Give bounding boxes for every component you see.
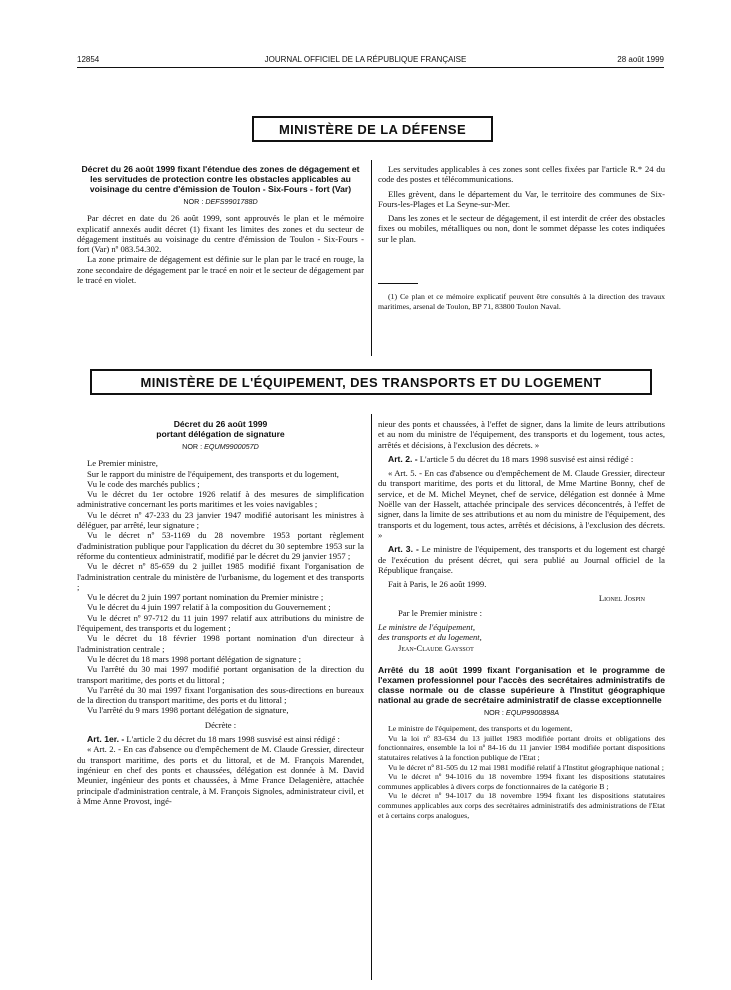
paragraph: Vu le décret du 4 juin 1997 relatif à la composition du Gouvernement ;	[87, 602, 331, 613]
article-3-text: Le ministre de l'équipement, des transports et du logement est chargé de l'exécution du présent décret, qui sera publié au Journal officiel de la République française.	[378, 544, 665, 575]
paragraph: Elles grèvent, dans le département du Var, le territoire des communes de Six-Fours-les-Plages et La Seyne-sur-Mer.	[378, 188, 665, 209]
paragraph: Vu le décret du 18 mars 1998 portant délégation de signature ;	[87, 653, 302, 664]
paragraph: Dans les zones et le secteur de dégagement, il est interdit de créer des obstacles fixes ou mobiles, métalliques ou non, dont le sommet dépasse les cotes indiquées sur le plan.	[378, 213, 665, 244]
header-rule	[77, 67, 664, 68]
paragraph: La zone primaire de dégagement est définie sur le plan par le tracé en rouge, la zone secondaire de dégagement par le tracé en noir et le secteur de dégagement par le tracé en violet.	[77, 254, 364, 286]
minister-name: Jean-Claude Gayssot	[398, 642, 474, 653]
paragraph: Vu le décret nº 85-659 du 2 juillet 1985 modifié fixant l'organisation de l'administration centrale du ministère de l'urbanisme, du logement et des transports ;	[77, 561, 364, 592]
paragraph: Vu le décret du 18 février 1998 portant nomination d'un directeur à l'administration centrale ;	[77, 633, 364, 654]
nor-label: NOR :	[183, 197, 204, 206]
footnote-text: (1) Ce plan et ce mémoire explicatif peuvent être consultés à la direction des travaux maritimes, arsenal de Toulon, BP 71, 83800 Toulon Naval.	[378, 292, 665, 311]
article-2-quote: « Art. 5. - En cas d'absence ou d'empêchement de M. Claude Gressier, directeur du transport maritime, des ports et du littoral, de Mme Martine Bonny, chef de service, et de M. Michel Meynet, chef de service, délégation est donnée à Mme Noëlle van der Hasselt, attachée principale des services déconcentrés, à l'effet de signer, dans la limite de ses attributions et au nom du ministre de l'équipement, des transports et du logement, tous actes, arrêtés et décisions, à l'exclusion des décrets. »	[378, 468, 665, 540]
paragraph: Vu le décret nº 94-1017 du 18 novembre 1994 fixant les dispositions statutaires communes applicables aux corps des secrétaires administratifs des administrations de l'Etat et à certains corps analogues,	[378, 791, 665, 820]
by-prime-minister: Par le Premier ministre :	[398, 607, 483, 618]
paragraph: Vu l'arrêté du 30 mai 1997 modifié portant organisation de la direction du transport maritime, des ports et du littoral ;	[77, 664, 364, 685]
paragraph: Les servitudes applicables à ces zones sont celles fixées par l'article R.* 24 du code des postes et télécommunications.	[378, 164, 665, 185]
section1-right-column	[378, 164, 665, 244]
paragraph: Vu le décret nº 94-1016 du 18 novembre 1994 fixant les dispositions statutaires communes applicables à divers corps de fonctionnaires de la catégorie B ;	[378, 772, 665, 791]
section2-left-column	[77, 419, 364, 806]
nor-code: EQUP9900898A	[505, 707, 560, 717]
decrete-heading: Décrète :	[204, 719, 237, 730]
column-divider	[371, 414, 372, 980]
nor-reference	[378, 708, 665, 718]
paragraph: Vu le décret du 2 juin 1997 portant nomination du Premier ministre ;	[87, 592, 324, 603]
decree-title: Décret du 26 août 1999	[173, 419, 268, 429]
done-at: Fait à Paris, le 26 août 1999.	[388, 579, 487, 590]
nor-reference	[77, 197, 364, 207]
page-number: 12854	[77, 55, 100, 64]
ministry-title-equipment: MINISTÈRE DE L'ÉQUIPEMENT, DES TRANSPORTS ET DU LOGEMENT	[90, 369, 652, 395]
issue-date: 28 août 1999	[617, 55, 664, 64]
paragraph: Vu l'arrêté du 9 mars 1998 portant délégation de signature,	[87, 705, 289, 716]
arrete-title: Arrêté du 18 août 1999 fixant l'organisation et le programme de l'examen professionnel pour l'accès des secrétaires administratifs de classe normale ou de classe supérieure à l'Institut géographique national au grade de secrétaire administratif de classe exceptionnelle	[378, 664, 665, 705]
journal-title: JOURNAL OFFICIEL DE LA RÉPUBLIQUE FRANÇAISE	[264, 55, 467, 64]
nor-label: NOR :	[182, 442, 203, 451]
footnote	[378, 292, 665, 311]
article-3-label: Art. 3. -	[388, 544, 419, 555]
article-1	[77, 734, 364, 744]
article-1-text: L'article 2 du décret du 18 mars 1998 susvisé est ainsi rédigé :	[126, 734, 340, 745]
article-3	[378, 544, 665, 575]
signatory: Lionel Jospin	[598, 593, 645, 604]
article-2-text: L'article 5 du décret du 18 mars 1998 susvisé est ainsi rédigé :	[419, 453, 634, 464]
nor-reference	[77, 442, 364, 452]
paragraph: Vu le décret nº 97-712 du 11 juin 1997 relatif aux attributions du ministre de l'équipement, des transports et du logement ;	[77, 612, 364, 634]
footnote-rule	[378, 283, 418, 284]
paragraph: Le Premier ministre,	[87, 458, 158, 469]
decree-subtitle: portant délégation de signature	[156, 429, 285, 439]
nor-label: NOR :	[483, 707, 504, 717]
article-1-label: Art. 1er. -	[87, 734, 125, 745]
paragraph: Vu le décret du 1er octobre 1926 relatif à des mesures de simplification administrative concernant les ports maritimes et les voies navigables ;	[77, 489, 364, 510]
paragraph: Vu le code des marchés publics ;	[87, 478, 200, 489]
paragraph: Vu l'arrêté du 30 mai 1997 fixant l'organisation des sous-directions en bureaux de la direction du transport maritime, des ports et du littoral ;	[77, 684, 364, 706]
section2-right-column	[378, 419, 665, 820]
paragraph: Vu la loi nº 83-634 du 13 juillet 1983 modifiée portant droits et obligations des fonctionnaires, ensemble la loi nº 84-16 du 11 janvier 1984 modifiée portant dispositions statutaires relatives à la fonction publique de l'Etat ;	[378, 733, 665, 763]
article-2-label: Art. 2. -	[388, 453, 418, 464]
paragraph: Par décret en date du 26 août 1999, sont approuvés le plan et le mémoire explicatif annexés audit décret (1) fixant les limites des zones et du secteur de dégagement institués au voisinage du centre d'émission de Toulon - Six-Fours - fort (Var) nº 083.54.302.	[77, 213, 364, 255]
ministry-title-defense: MINISTÈRE DE LA DÉFENSE	[252, 116, 493, 142]
paragraph: Sur le rapport du ministre de l'équipement, des transports et du logement,	[87, 468, 339, 479]
column-divider	[371, 160, 372, 356]
section1-left-column	[77, 164, 364, 285]
decree-title: Décret du 26 août 1999 fixant l'étendue des zones de dégagement et les servitudes de protection contre les obstacles applicables au voisinage du centre d'émission de Toulon - Six-Fours - fort (Var)	[81, 164, 360, 194]
nor-code: EQUM9900057D	[204, 442, 259, 451]
minister-title: des transports et du logement,	[378, 632, 482, 643]
paragraph: Le ministre de l'équipement, des transports et du logement,	[388, 724, 573, 734]
article-2	[378, 454, 665, 464]
paragraph: Vu le décret nº 81-505 du 12 mai 1981 modifié relatif à l'Institut géographique national ;	[388, 762, 664, 772]
article-1-quote-continued: nieur des ponts et chaussées, à l'effet de signer, dans la limite de leurs attributions et au nom du ministre de l'équipement, des transports et du logement, tous actes, arrêtés et décisions, à l'exclusion des décrets. »	[378, 419, 665, 450]
paragraph: Vu le décret nº 53-1169 du 28 novembre 1953 portant règlement d'administration publique pour l'application du décret du 30 septembre 1953 sur la réforme du contentieux administratif, modifié par le décret du 29 janvier 1957 ;	[77, 530, 364, 561]
paragraph: Vu le décret nº 47-233 du 23 janvier 1947 modifié autorisant les ministres à déléguer, par arrêté, leur signature ;	[77, 509, 364, 531]
article-1-quote: « Art. 2. - En cas d'absence ou d'empêchement de M. Claude Gressier, directeur du transport maritime, des ports et du littoral, et de M. François Marendet, ingénieur en chef des ponts et chaussées, délégation est donnée à M. David Meunier, ingénieur des ponts et chaussées, à Mme France Delagenière, attachée principale d'administration centrale, à M. François Signoles, administrateur civil, et à Mme Anne Provost, ingé-	[77, 744, 364, 806]
nor-code: DEFS9901788D	[205, 197, 258, 206]
minister-title: Le ministre de l'équipement,	[378, 622, 475, 633]
